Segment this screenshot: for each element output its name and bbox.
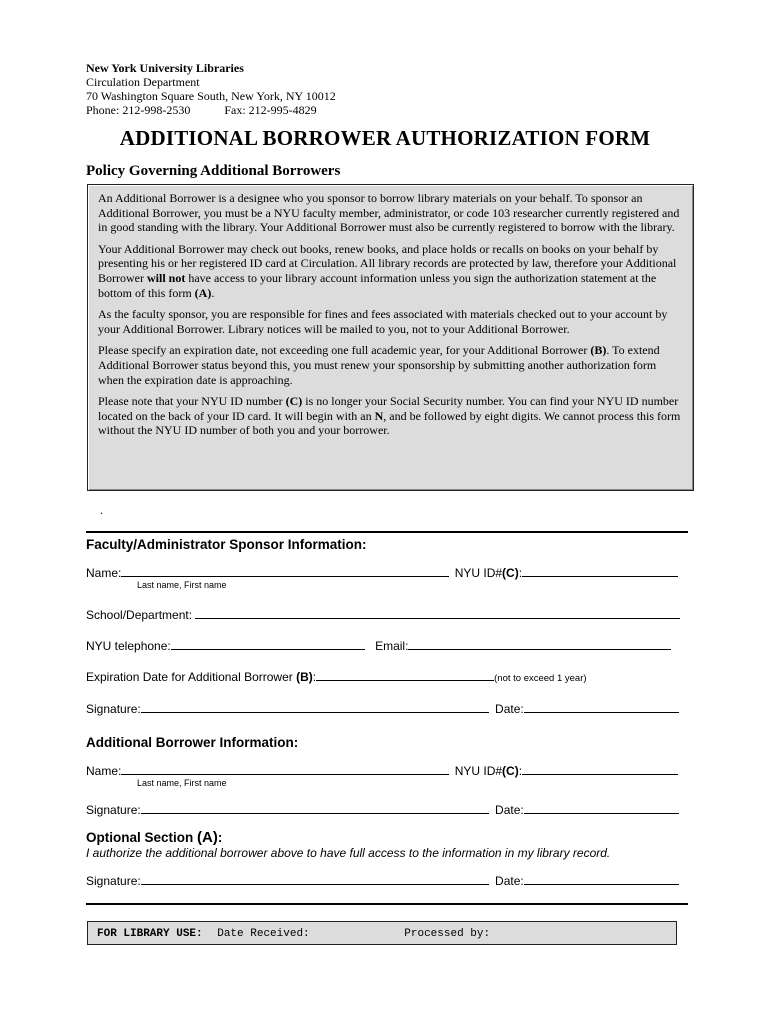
org-name: New York University Libraries	[86, 61, 244, 75]
sponsor-contact-row	[86, 638, 671, 653]
phone-number: Phone: 212-998-2530	[86, 103, 191, 117]
street-address: 70 Washington Square South, New York, NY 10012	[86, 89, 336, 103]
telephone-field[interactable]	[171, 638, 365, 650]
optional-date-label: Date:	[495, 874, 524, 888]
borrower-signature-label: Signature:	[86, 803, 141, 817]
sponsor-nyu-id-field[interactable]	[522, 565, 678, 577]
borrower-signature-row	[86, 802, 679, 817]
optional-signature-row	[86, 873, 679, 888]
expiration-row	[86, 669, 587, 684]
school-label: School/Department:	[86, 608, 193, 622]
optional-section-heading: Optional Section (A):	[86, 829, 223, 846]
authorization-statement: I authorize the additional borrower above to have full access to the information in my library record.	[86, 846, 611, 860]
policy-paragraph-eligibility: An Additional Borrower is a designee who you sponsor to borrow library materials on your behalf. To sponsor an Additional Borrower, you must be a NYU faculty member, administrator, or code 103 researcher currently registered and in good standing with the library. Your Additional Borrower must also be currently registered to borrow with the library.	[98, 191, 680, 235]
sponsor-name-label: Name:	[86, 566, 122, 580]
borrower-date-label: Date:	[495, 803, 524, 817]
borrower-name-label: Name:	[86, 764, 122, 778]
optional-date-field[interactable]	[524, 873, 679, 885]
borrower-date-field[interactable]	[524, 802, 679, 814]
sponsor-signature-label: Signature:	[86, 702, 141, 716]
stray-mark: .	[100, 503, 103, 517]
expiration-date-field[interactable]	[316, 669, 494, 681]
policy-paragraph-nyu-id: Please note that your NYU ID number (C) is no longer your Social Security number. You can find your NYU ID number located on the back of your ID card. It will begin with an N, and be followed by eight digits. We cannot process this form without the NYU ID number of both you and your borrower.	[98, 394, 681, 438]
date-received-label: Date Received:	[217, 928, 310, 940]
bottom-divider	[86, 903, 688, 905]
borrower-signature-field[interactable]	[141, 802, 489, 814]
school-field[interactable]	[195, 607, 680, 619]
sponsor-nyu-id-label: NYU ID#(C):	[454, 566, 523, 580]
processed-by-label: Processed by:	[404, 928, 491, 940]
policy-paragraph-responsibility: As the faculty sponsor, you are responsible for fines and fees associated with materials checked out to your account by your Additional Borrower. Library notices will be mailed to you, not to your Additional Borrower.	[98, 307, 668, 336]
sponsor-section-heading: Faculty/Administrator Sponsor Information:	[86, 537, 367, 552]
library-use-label: FOR LIBRARY USE:	[97, 928, 203, 940]
sponsor-signature-field[interactable]	[141, 701, 489, 713]
email-label: Email:	[375, 639, 409, 653]
borrower-nyu-id-label: NYU ID#(C):	[454, 764, 523, 778]
policy-heading: Policy Governing Additional Borrowers	[86, 163, 341, 179]
borrower-name-field[interactable]	[121, 763, 449, 775]
sponsor-name-field[interactable]	[121, 565, 449, 577]
expiration-note: (not to exceed 1 year)	[494, 673, 587, 684]
sponsor-name-row	[86, 565, 678, 580]
sponsor-school-row	[86, 607, 680, 622]
policy-paragraph-expiration: Please specify an expiration date, not exceeding one full academic year, for your Additional Borrower (B). To extend Additional Borrower status beyond this, you must renew your sponsorship by submitting another authorization form when the expiration date is approaching.	[98, 343, 660, 387]
expiration-label: Expiration Date for Additional Borrower (B):	[86, 670, 317, 684]
department-name: Circulation Department	[86, 75, 200, 89]
email-field[interactable]	[408, 638, 671, 650]
sponsor-date-label: Date:	[495, 702, 524, 716]
form-title: ADDITIONAL BORROWER AUTHORIZATION FORM	[119, 126, 651, 150]
sponsor-date-field[interactable]	[524, 701, 679, 713]
telephone-label: NYU telephone:	[86, 639, 171, 653]
optional-signature-field[interactable]	[141, 873, 489, 885]
sponsor-signature-row	[86, 701, 679, 716]
contact-row	[86, 103, 336, 117]
sponsor-name-caption: Last name, First name	[137, 580, 227, 590]
library-address-block	[86, 61, 336, 117]
policy-paragraph-privileges: Your Additional Borrower may check out books, renew books, and place holds or recalls on books on your behalf by presenting his or her registered ID card at Circulation. All library records are protected by law, therefore your Additional Borrower will not have access to your library account information unless you sign the authorization statement at the bottom of this form (A).	[98, 241, 677, 300]
borrower-section-heading: Additional Borrower Information:	[86, 735, 299, 750]
borrower-nyu-id-field[interactable]	[522, 763, 678, 775]
policy-box	[87, 184, 694, 491]
fax-number: Fax: 212-995-4829	[224, 103, 317, 117]
borrower-name-caption: Last name, First name	[137, 778, 227, 788]
library-use-box	[87, 921, 677, 945]
section-divider	[86, 531, 688, 533]
borrower-name-row	[86, 763, 678, 778]
optional-signature-label: Signature:	[86, 874, 141, 888]
